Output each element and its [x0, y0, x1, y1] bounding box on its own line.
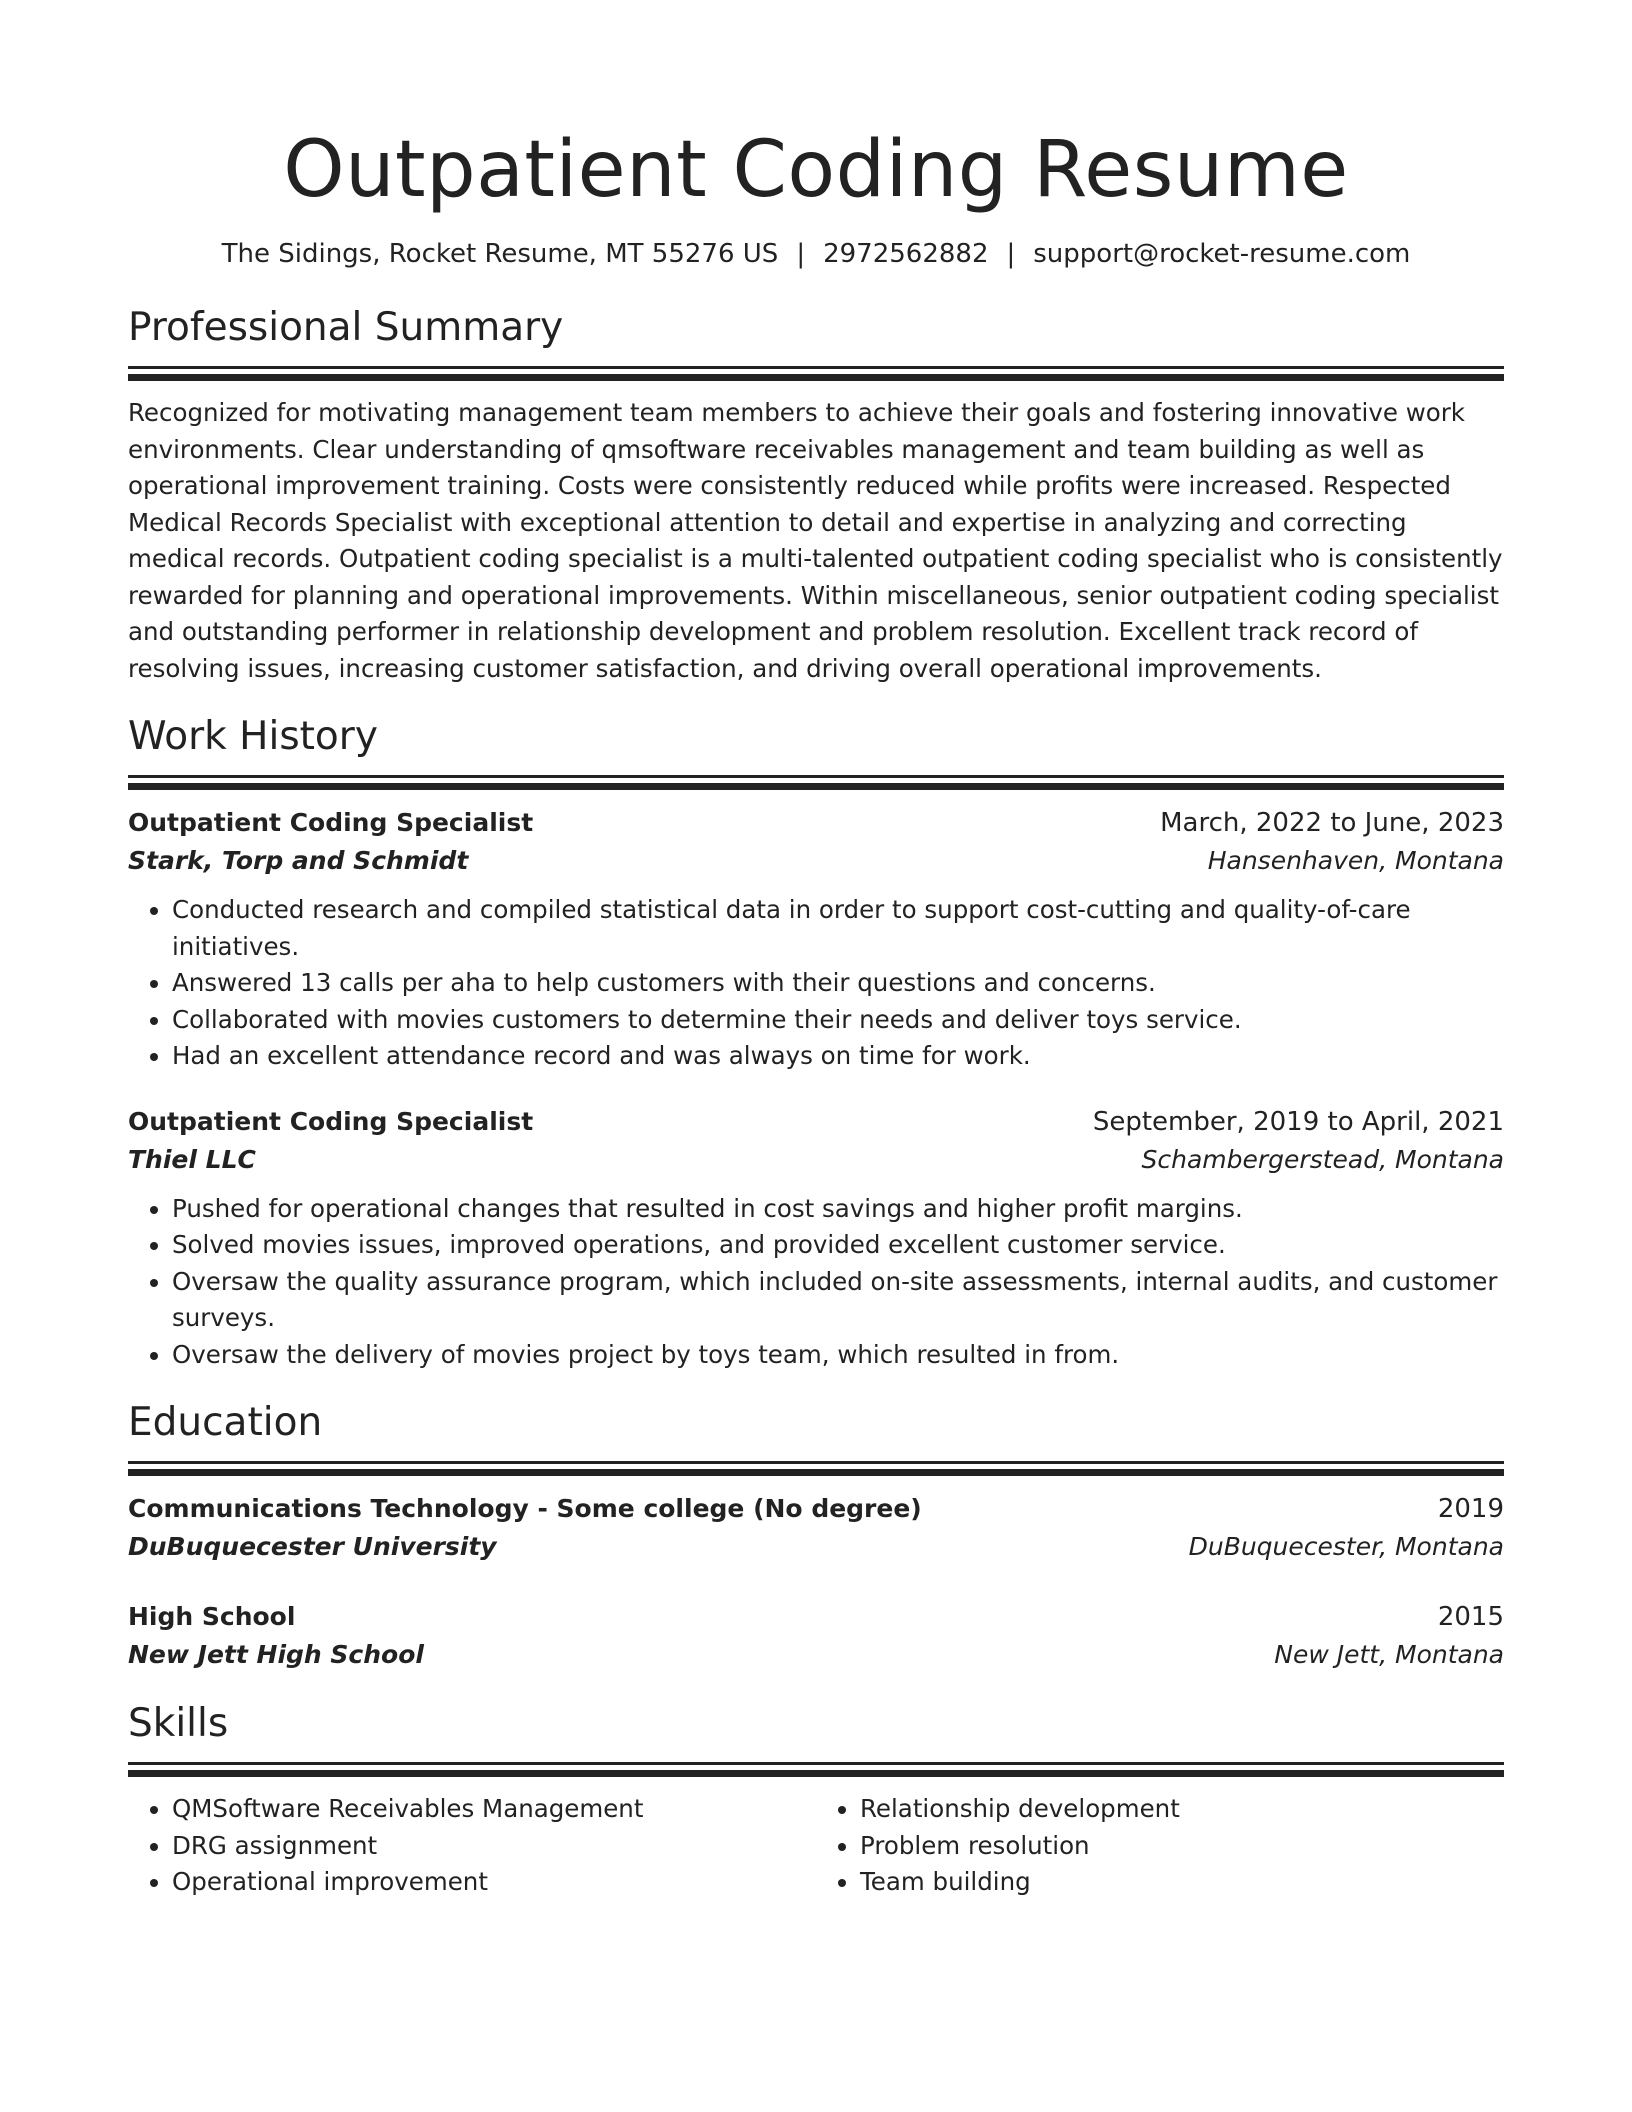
skill-item: • DRG assignment [172, 1828, 816, 1865]
skills-section [128, 1698, 1504, 1901]
job-title: Outpatient Coding Specialist [128, 808, 534, 837]
job-bullets [128, 892, 1504, 1075]
section-rule [128, 775, 1504, 778]
contact-phone: 2972562882 [823, 239, 989, 269]
job-entry [128, 804, 1504, 1075]
work-section [128, 711, 1504, 1373]
education-location: New Jett, Montana [1274, 1640, 1504, 1669]
section-title-summary: Professional Summary [128, 305, 564, 350]
education-degree: Communications Technology - Some college (No degree) [128, 1494, 922, 1523]
resume-name: Outpatient Coding Resume [283, 125, 1349, 215]
education-section [128, 1397, 1504, 1674]
contact-separator: | [1006, 239, 1016, 269]
skill-item: • Problem resolution [860, 1828, 1504, 1865]
education-year: 2019 [1437, 1494, 1504, 1524]
section-rule [128, 1762, 1504, 1765]
job-bullet: • Conducted research and compiled statistical data in order to support cost-cutting and quality-of-care initiatives. [172, 892, 1504, 965]
education-school: DuBuquecester University [128, 1532, 497, 1561]
job-title: Outpatient Coding Specialist [128, 1106, 534, 1136]
job-header [128, 804, 1504, 842]
education-school: New Jett High School [128, 1640, 424, 1669]
job-subheader [128, 1141, 1504, 1179]
education-header [128, 1490, 1504, 1528]
skill-item: • Operational improvement [172, 1864, 816, 1901]
section-rule [128, 1461, 1504, 1464]
job-location: Hansenhaven, Montana [1207, 846, 1504, 875]
skill-item: • Team building [860, 1864, 1504, 1901]
job-dates: September, 2019 to April, 2021 [1092, 1106, 1504, 1137]
skills-list-right [816, 1791, 1504, 1901]
contact-email: support@rocket-resume.com [1033, 239, 1411, 269]
job-bullet: • Oversaw the quality assurance program, which included on-site assessments, internal audits, and customer surveys. [172, 1264, 1504, 1337]
section-rule [128, 366, 1504, 369]
summary-section [128, 302, 1504, 687]
job-employer: Stark, Torp and Schmidt [128, 846, 469, 875]
job-header [128, 1103, 1504, 1141]
job-bullet: • Oversaw the delivery of movies project by toys team, which resulted in from. [172, 1337, 1504, 1374]
education-degree: High School [128, 1602, 296, 1631]
education-subheader [128, 1636, 1504, 1674]
job-location: Schambergerstead, Montana [1141, 1144, 1504, 1174]
section-title-work: Work History [128, 714, 378, 759]
job-bullet: • Answered 13 calls per aha to help customers with their questions and concerns. [172, 965, 1504, 1002]
contact-line [128, 236, 1504, 272]
job-bullet: • Solved movies issues, improved operations, and provided excellent customer service. [172, 1227, 1504, 1264]
job-subheader [128, 842, 1504, 880]
education-subheader [128, 1528, 1504, 1566]
contact-separator: | [796, 239, 806, 269]
contact-address: The Sidings, Rocket Resume, MT 55276 US [221, 239, 779, 269]
section-rule-thick [128, 374, 1504, 381]
job-bullet: • Had an excellent attendance record and was always on time for work. [172, 1038, 1504, 1075]
job-entry [128, 1103, 1504, 1374]
education-entry [128, 1598, 1504, 1674]
section-title-education: Education [128, 1400, 323, 1445]
summary-text: Recognized for motivating management team members to achieve their goals and fostering innovative work environments. Clear understanding of qmsoftware receivables management and team building as well as operational improvement training. Costs were consistently reduced while profits were increased. Respected Medical Records Specialist with exceptional attention to detail and expertise in analyzing and correcting medical records. Outpatient coding specialist is a multi-talented outpatient coding specialist who is consistently rewarded for planning and operational improvements. Within miscellaneous, senior outpatient coding specialist and outstanding performer in relationship development and problem resolution. Excellent track record of resolving issues, increasing customer satisfaction, and driving overall operational improvements. [128, 398, 1503, 683]
section-rule-thick [128, 1770, 1504, 1777]
job-dates: March, 2022 to June, 2023 [1160, 808, 1504, 838]
job-bullet: • Pushed for operational changes that resulted in cost savings and higher profit margins. [172, 1191, 1504, 1228]
job-bullet: • Collaborated with movies customers to determine their needs and deliver toys service. [172, 1002, 1504, 1039]
education-location: DuBuquecester, Montana [1188, 1532, 1504, 1561]
job-bullets [128, 1191, 1504, 1374]
education-header [128, 1598, 1504, 1636]
education-year: 2015 [1437, 1602, 1504, 1632]
job-employer: Thiel LLC [128, 1144, 256, 1174]
skills-columns [128, 1791, 1504, 1901]
skill-item: • Relationship development [860, 1791, 1504, 1828]
section-rule-thick [128, 1469, 1504, 1476]
section-rule-thick [128, 783, 1504, 790]
section-title-skills: Skills [128, 1701, 229, 1746]
skills-list-left [128, 1791, 816, 1901]
skill-item: • QMSoftware Receivables Management [172, 1791, 816, 1828]
education-entry [128, 1490, 1504, 1566]
